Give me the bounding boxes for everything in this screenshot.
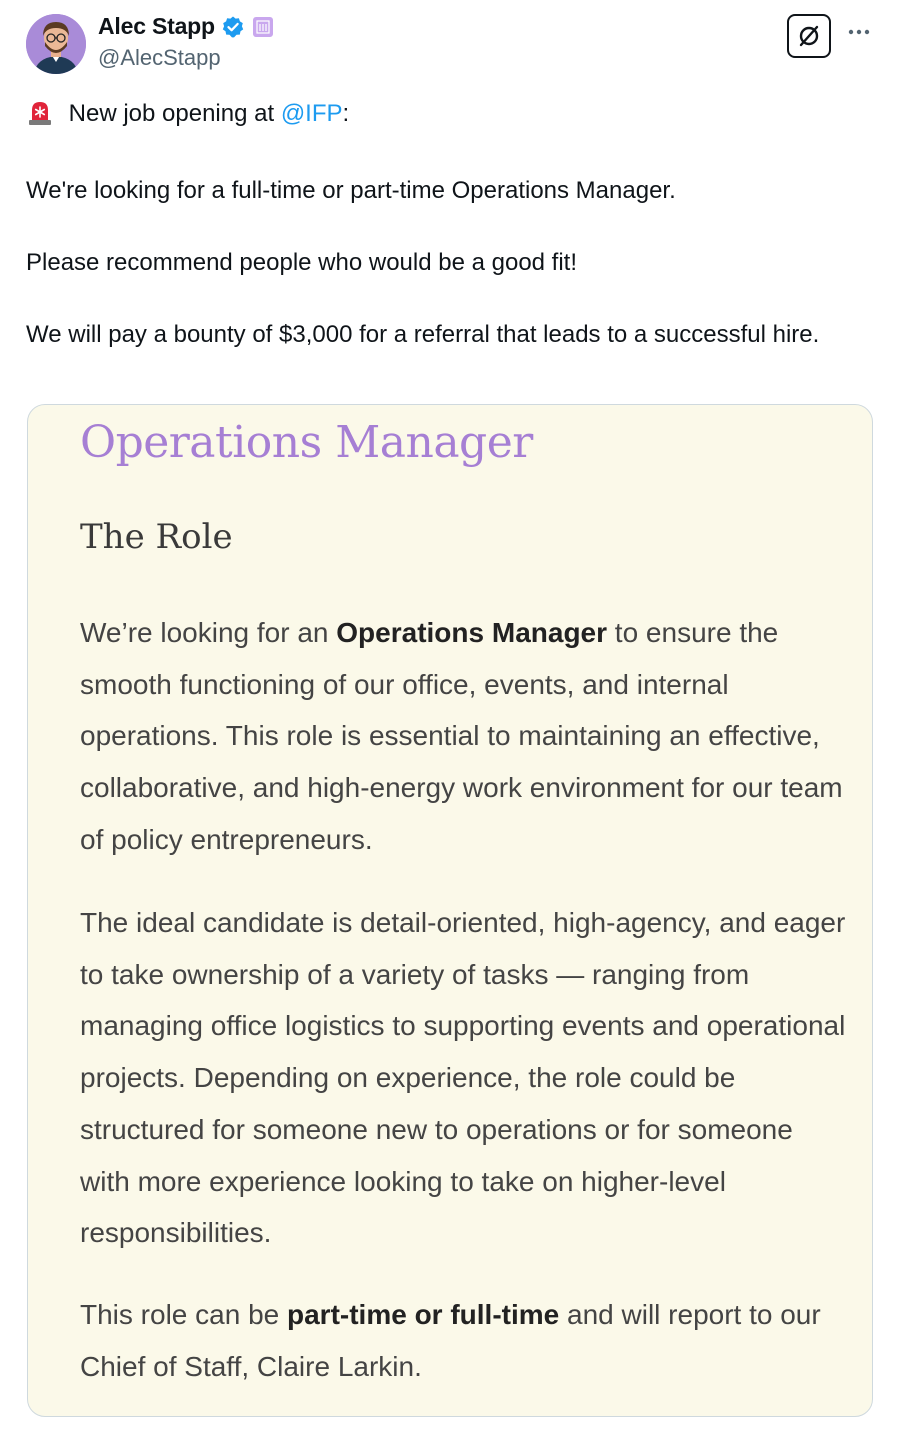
card-p1-text-a: We’re looking for an bbox=[80, 617, 337, 648]
card-paragraph-3 bbox=[80, 1289, 850, 1392]
author-name-row bbox=[98, 13, 273, 40]
tweet-line-1-suffix: : bbox=[342, 100, 350, 127]
card-p3-text-a: This role can be bbox=[80, 1299, 287, 1330]
rotating-light-icon bbox=[26, 98, 54, 137]
more-dots-icon bbox=[846, 22, 872, 42]
card-paragraph-1 bbox=[80, 607, 850, 866]
tweet-text bbox=[26, 96, 876, 353]
mention-link-ifp[interactable]: @IFP bbox=[280, 100, 343, 127]
grok-slash-icon bbox=[796, 23, 822, 49]
card-p1-bold: Operations Manager bbox=[336, 617, 608, 648]
author-avatar[interactable] bbox=[26, 14, 86, 74]
author-handle[interactable]: @AlecStapp bbox=[98, 45, 221, 70]
card-p1-text-b: to ensure the smooth functioning of our office, events, and internal operations. This role is essential to maintaining an effective, collaborative, and high-energy work environment for our team of policy entrepreneurs. bbox=[80, 617, 843, 855]
tweet-line-1 bbox=[26, 96, 876, 137]
more-options-button[interactable] bbox=[846, 22, 872, 42]
affiliate-badge-icon[interactable] bbox=[253, 17, 273, 37]
card-title: Operations Manager bbox=[80, 417, 533, 468]
tweet-header bbox=[0, 0, 900, 90]
tweet-line-4: We will pay a bounty of $3,000 for a referral that leads to a successful hire. bbox=[26, 321, 820, 348]
tweet-line-1-prefix: New job opening at bbox=[62, 100, 281, 127]
tweet-line-3: Please recommend people who would be a good fit! bbox=[26, 249, 578, 276]
attached-image-card[interactable] bbox=[27, 404, 873, 1417]
card-section-heading: The Role bbox=[80, 517, 233, 557]
author-name[interactable]: Alec Stapp bbox=[98, 13, 215, 39]
grok-button[interactable] bbox=[787, 14, 831, 58]
card-paragraph-2: The ideal candidate is detail-oriented, high-agency, and eager to take ownership of a variety of tasks — ranging from managing office logistics to supporting events and operational projects. Depending on experience, the role could be structured for someone new to operations or for someone with more experience looking to take on higher-level responsibilities. bbox=[80, 907, 846, 1249]
card-p3-bold: part-time or full-time bbox=[287, 1299, 560, 1330]
card-p3-text-b: and will report to our Chief of Staff, Claire Larkin. bbox=[80, 1299, 821, 1382]
tweet-line-2: We're looking for a full-time or part-time Operations Manager. bbox=[26, 177, 676, 204]
verified-badge-icon[interactable] bbox=[221, 15, 245, 39]
